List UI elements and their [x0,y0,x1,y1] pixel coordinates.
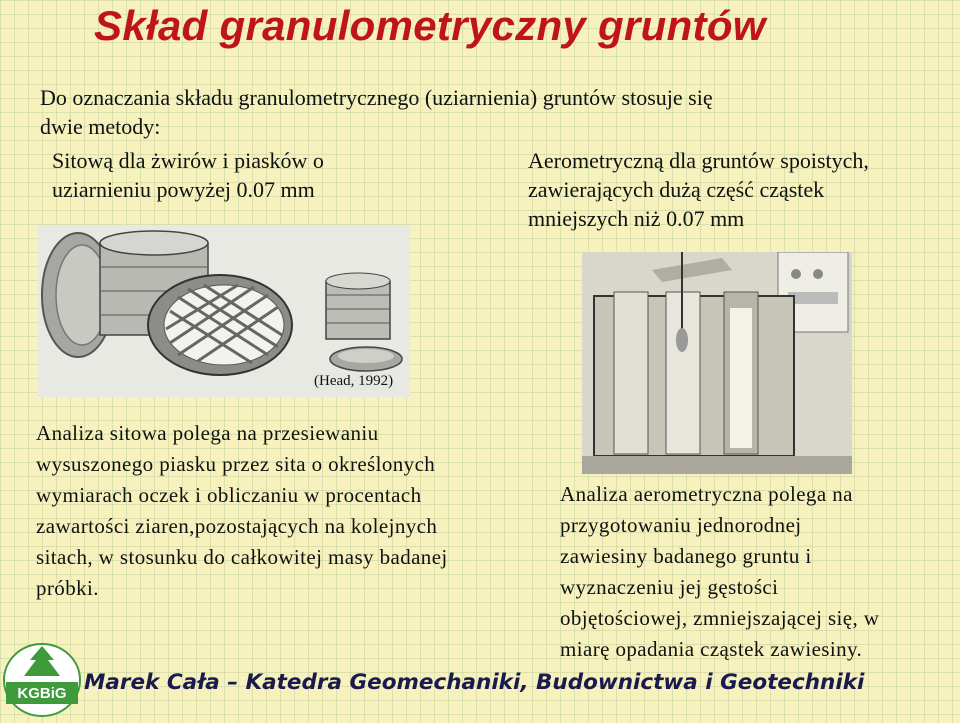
intro-line: dwie metody: [40,114,161,139]
hydrometer-method-line: mniejszych niż 0.07 mm [528,206,745,231]
description-line: wymiarach oczek i obliczaniu w procentach [36,483,422,507]
logo-icon [2,636,82,718]
description-line: Analiza aerometryczna polega na [560,482,853,506]
description-line: zawartości ziaren,pozostających na kolejnych [36,514,438,538]
hydrometer-method-line: zawierających dużą część cząstek [528,177,825,202]
sieve-analysis-description [36,418,546,604]
description-line: przygotowaniu jednorodnej [560,513,802,537]
intro-line: Do oznaczania składu granulometrycznego (uziarnienia) gruntów stosuje się [40,85,713,110]
description-line: Analiza sitowa polega na przesiewaniu [36,421,379,445]
image-citation: (Head, 1992) [314,373,394,389]
description-line: próbki. [36,576,99,600]
description-line: miarę opadania cząstek zawiesiny. [560,637,863,661]
sieve-method-text [52,146,472,204]
logo-text: KGBiG [17,685,67,702]
sieve-method-line: Sitową dla żwirów i piasków o [52,148,324,173]
description-line: zawiesiny badanego gruntu i [560,544,812,568]
hydrometer-analysis-description [560,479,960,665]
hydrometer-illustration [582,252,852,474]
footer-author: Marek Cała – Katedra Geomechaniki, Budownictwa i Geotechniki [84,670,865,695]
sieve-set-illustration [38,225,410,397]
hydrometer-method-text [528,146,948,233]
hydrometer-method-line: Aerometryczną dla gruntów spoistych, [528,148,869,173]
hydrometer-apparatus-photo [582,252,852,474]
sieve-set-photo [38,225,410,397]
sieve-method-line: uziarnieniu powyżej 0.07 mm [52,177,315,202]
slide-title: Skład granulometryczny gruntów [94,2,766,49]
intro-text [40,83,920,141]
description-line: wyznaczeniu jej gęstości [560,575,779,599]
description-line: sitach, w stosunku do całkowitej masy badanej [36,545,448,569]
description-line: wysuszonego piasku przez sita o określonych [36,452,436,476]
kgbig-logo [2,636,82,718]
description-line: objętościowej, zmniejszającej się, w [560,606,880,630]
